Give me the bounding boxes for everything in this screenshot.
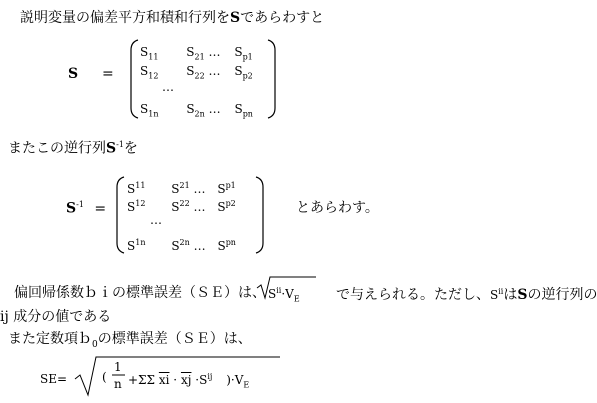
matrix-s-equals: =	[102, 66, 114, 82]
formula-num: 1	[114, 360, 122, 374]
matrix-sinv-vdots: …	[150, 213, 162, 227]
inv-ellipsis-2: …	[193, 200, 206, 214]
cell-sp1: p1	[242, 52, 253, 62]
cell-s1n: 1n	[148, 109, 159, 119]
const-text-1: また定数項ｂ	[8, 331, 92, 347]
matrix-sinv-label	[66, 200, 106, 217]
intro-text: 説明変量の偏差平方和積和行列を	[20, 10, 230, 26]
formula-sij: ij	[207, 372, 213, 381]
sinv-sup: -1	[76, 200, 84, 209]
matrix-s-row-last: $S_{1n}$ $S_{2n}$ … $S_{pn}$	[140, 102, 253, 119]
inverse-sup: -1	[116, 140, 124, 149]
formula-dot1: ·	[173, 373, 178, 387]
const-line	[8, 331, 252, 353]
matrix-s-label: S	[68, 66, 79, 82]
matrix-s-row2: $S_{12}$ $S_{22}$ … $S_{p2}$	[140, 64, 253, 81]
inverse-after-text: とあらわす。	[296, 200, 379, 216]
sqrt-mid: ·V	[281, 287, 294, 301]
cell-spn: pn	[242, 109, 253, 119]
formula-body	[128, 370, 249, 392]
cell-sp2: p2	[242, 71, 253, 81]
matrix-s-vdots: …	[162, 80, 174, 94]
sii-sup: ii	[498, 287, 504, 296]
formula-ve-sub: E	[243, 380, 250, 390]
cell-s12: 12	[148, 71, 159, 81]
formula-ve: ·V	[230, 373, 244, 387]
cell-inv2n: 2n	[179, 238, 190, 247]
cell-s22: 22	[194, 71, 205, 81]
inv-ellipsis-1: …	[193, 182, 206, 196]
cell-invpn: pn	[225, 238, 236, 247]
cell-inv12: 12	[135, 199, 146, 208]
inverse-intro-line	[8, 137, 138, 157]
sinv-equals: =	[94, 200, 107, 217]
se-text-3: は	[503, 287, 518, 303]
matrix-sinv-row1: $S^{11}$ $S^{21}$ … $S^{p1}$	[127, 181, 236, 196]
cell-invp1: p1	[225, 181, 236, 190]
formula-lhs: SE=	[40, 372, 68, 386]
inv-ellipsis-3: …	[193, 239, 206, 253]
cell-inv21: 21	[179, 181, 190, 190]
sqrt-sup: ii	[276, 286, 282, 295]
ellipsis-3: …	[208, 102, 221, 116]
cell-inv1n: 1n	[135, 238, 146, 247]
se-text-2a: で与えられる。ただし、	[336, 287, 490, 303]
const-sub: 0	[92, 339, 98, 350]
sinv-S: S	[66, 200, 77, 217]
matrix-sinv-right-bracket	[256, 177, 263, 253]
intro-S: S	[230, 10, 241, 26]
formula-open: (	[102, 370, 107, 384]
cell-s2n: 2n	[194, 109, 205, 119]
matrix-sinv-row-last: $S^{1n}$ $S^{2n}$ … $S^{pn}$	[127, 238, 236, 253]
ellipsis-2: …	[208, 64, 221, 78]
matrix-s-right-bracket	[268, 40, 275, 118]
formula-xi: $\overline{xi}$	[158, 373, 170, 387]
sqrt-sub: E	[293, 294, 300, 304]
cell-inv11: 11	[135, 181, 146, 190]
cell-s11: 11	[148, 52, 159, 62]
formula-den: n	[114, 377, 122, 391]
const-text-2: の標準誤差（ＳＥ）は、	[97, 331, 252, 347]
matrix-s-row1: $S_{11}$ $S_{21}$ … $S_{p1}$	[140, 45, 253, 62]
formula-dot2: ·S	[195, 373, 208, 387]
inverse-suffix: を	[123, 140, 138, 157]
formula-close: )	[226, 373, 231, 387]
ellipsis-1: …	[208, 45, 221, 59]
cell-s21: 21	[194, 52, 205, 62]
se-text-1: 偏回帰係数ｂｉの標準誤差（ＳＥ）は、	[14, 285, 266, 301]
inverse-intro-text: またこの逆行列	[8, 140, 106, 157]
inverse-S: S	[106, 140, 117, 157]
se-text-2: で与えられる。ただし、$S^{ii}$はSの逆行列の	[336, 287, 597, 303]
intro-suffix: であらわすと	[240, 10, 325, 26]
se-S: S	[517, 287, 528, 303]
matrix-sinv-row2: $S^{12}$ $S^{22}$ … $S^{p2}$	[127, 199, 236, 214]
ij-line: ij 成分の値である	[0, 309, 112, 325]
formula-plus-sigma: +ΣΣ	[128, 373, 156, 387]
cell-inv22: 22	[179, 199, 190, 208]
cell-invp2: p2	[225, 199, 236, 208]
sqrt-small-content: $S^{ii}\cdot V_E$	[268, 286, 300, 304]
se-text-4: の逆行列の	[527, 287, 597, 303]
matrix-s-left-bracket	[131, 40, 138, 118]
formula-xj: $\overline{xj}$	[180, 373, 192, 387]
matrix-sinv-left-bracket	[117, 177, 124, 253]
